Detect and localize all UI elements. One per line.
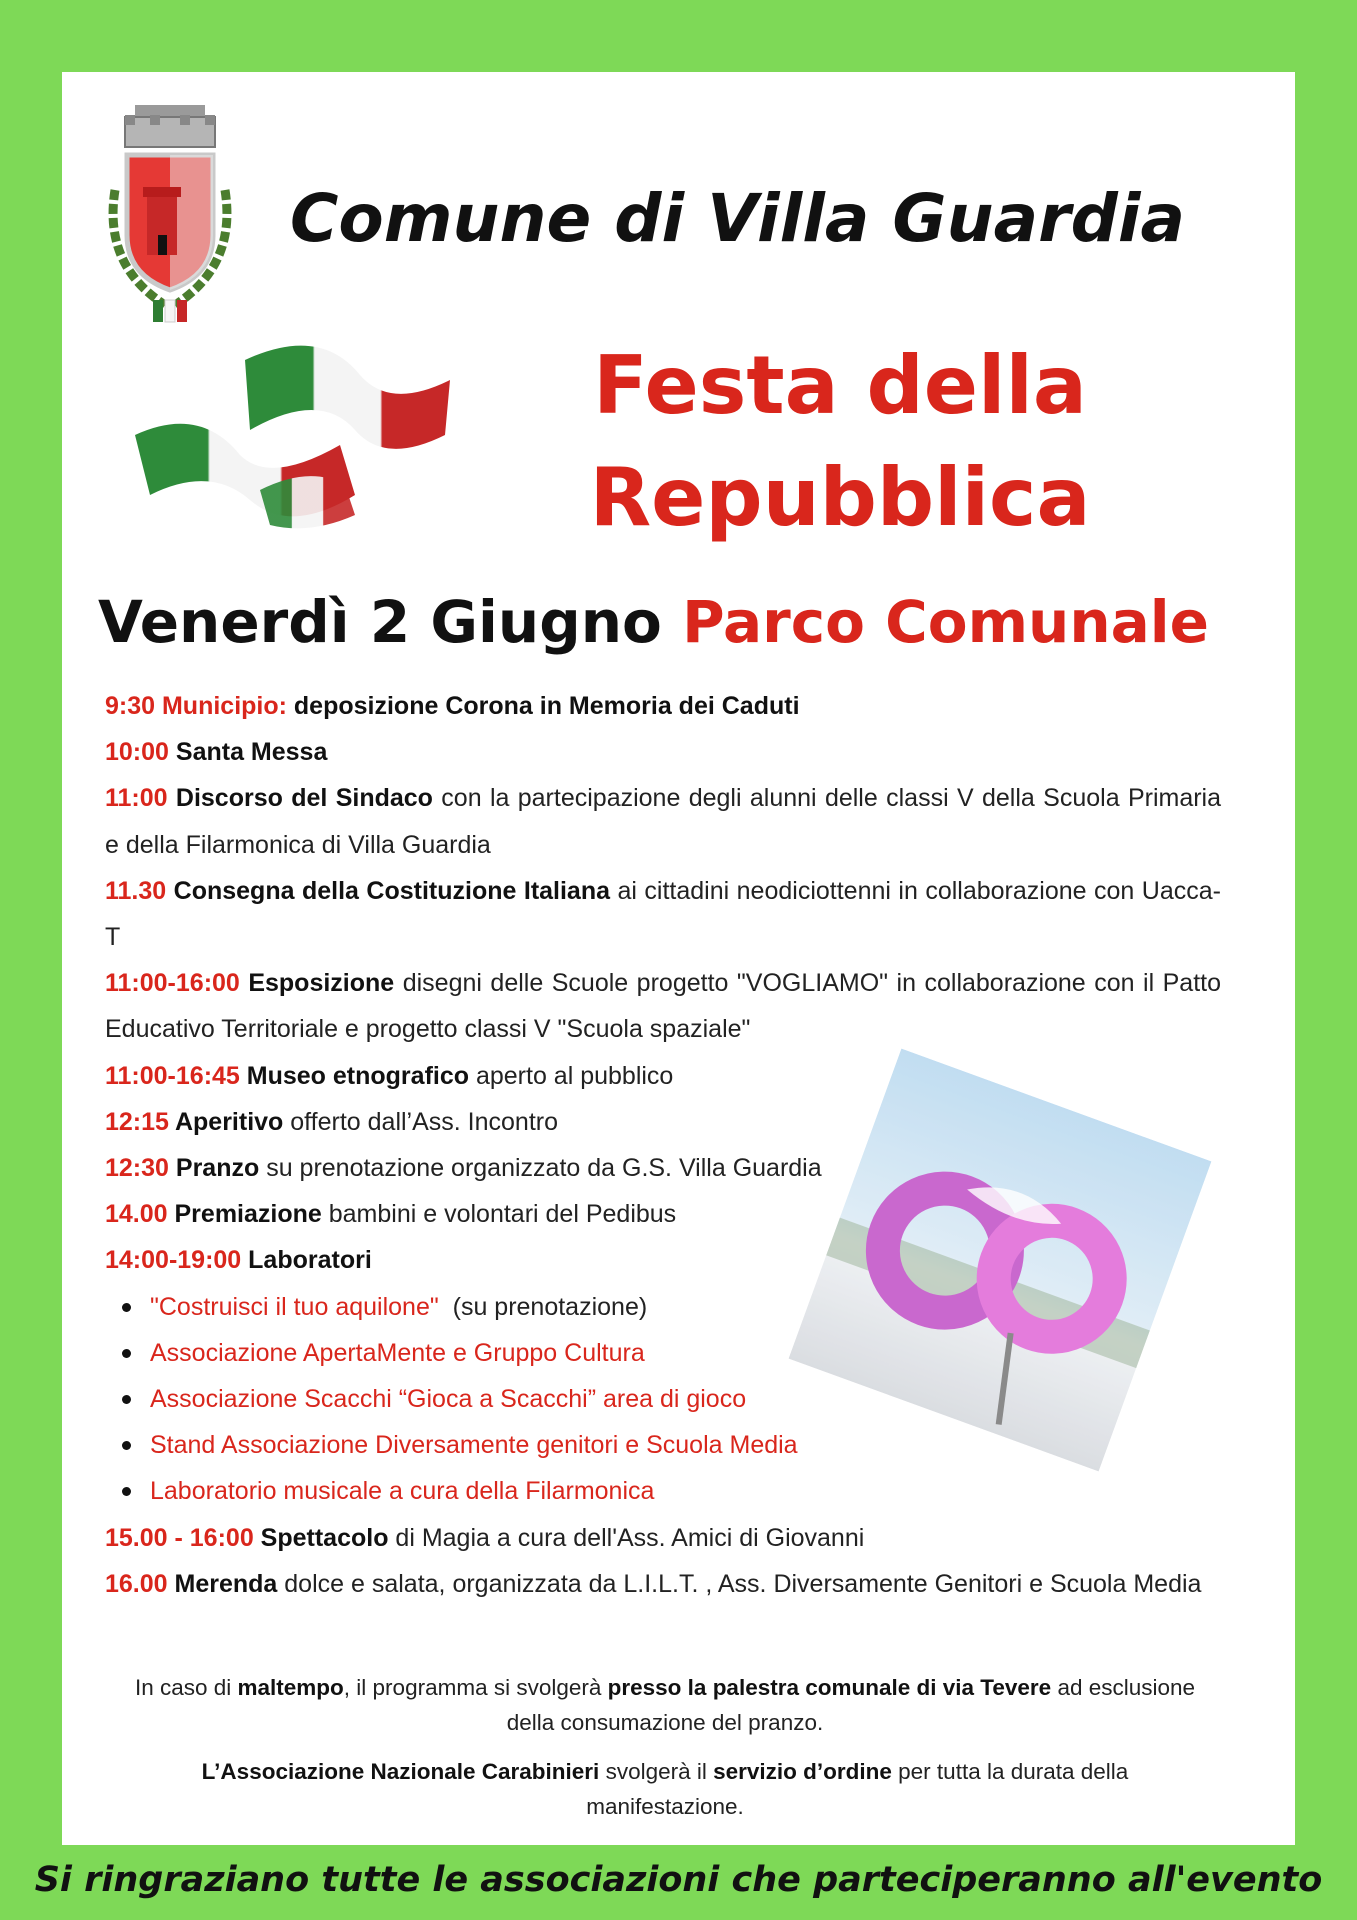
program-activity: Pranzo [168,1154,260,1183]
program-time: 10:00 [105,738,169,767]
program-time: 11.30 [105,876,167,905]
program-activity: Esposizione [239,969,395,998]
workshop-name: Associazione ApertaMente e Gruppo Cultura [150,1338,645,1367]
workshop-name: "Costruisci il tuo aquilone" [150,1292,439,1321]
program-description: aperto al pubblico [469,1061,674,1090]
program-activity: deposizione Corona in Memoria dei Caduti [286,692,800,720]
program-item [105,683,1221,729]
program-activity: Santa Messa [168,738,328,767]
program-description: bambini e volontari del Pedibus [321,1200,677,1229]
note-emphasis: maltempo [237,1675,344,1700]
program-item [105,1561,1221,1607]
program-description: offerto dall’Ass. Incontro [283,1107,559,1136]
workshop-name: Laboratorio musicale a cura della Filarmonica [150,1477,655,1506]
workshop-note: (su prenotazione) [438,1292,648,1321]
program-activity: Museo etnografico [239,1061,470,1090]
workshop-name: Associazione Scacchi “Gioca a Scacchi” area di gioco [150,1385,747,1414]
note-text: per tutta la durata della manifestazione. [586,1759,1129,1819]
program-time: 14:00-19:00 [105,1246,242,1275]
program-item [105,1515,1221,1561]
bullet-icon [122,1487,131,1496]
program-time: 9:30 Municipio: [105,692,287,720]
program-item [105,729,1221,775]
program-time: 15.00 - 16:00 [105,1523,254,1552]
event-title-line-2: Repubblica [589,451,1091,544]
program-time: 16.00 [105,1569,168,1598]
security-note [120,1755,1210,1824]
program-description: di Magia a cura dell'Ass. Amici di Giovanni [388,1523,865,1552]
program-activity: Aperitivo [168,1107,284,1136]
program-item [105,775,1221,867]
program-description: disegni delle Scuole progetto "VOGLIAMO" in collaborazione con il Patto Educativo Territoriale e progetto classi V "Scuola spaziale" [105,969,1221,1044]
italian-flag-icon [130,335,460,545]
program-item [105,1053,1221,1099]
note-emphasis: servizio d’ordine [713,1759,892,1784]
note-emphasis: presso la palestra comunale di via Tevere [607,1675,1052,1700]
note-text: ad esclusione della consumazione del pranzo. [506,1675,1196,1735]
event-title [520,330,1160,554]
program-activity: Discorso del Sindaco [167,784,433,813]
program-time: 11:00-16:45 [105,1061,240,1090]
program-activity: Consegna della Costituzione Italiana [166,876,611,905]
program-description: dolce e salata, organizzata da L.I.L.T. , Ass. Diversamente Genitori e Scuola Media [277,1569,1202,1598]
event-title-line-1: Festa della [593,339,1087,432]
page-title: Comune di Villa Guardia [290,180,1186,257]
workshop-item [105,1468,1221,1514]
workshop-name: Stand Associazione Diversamente genitori e Scuola Media [150,1431,798,1460]
bullet-icon [122,1349,131,1358]
note-text: , il programma si svolgerà [343,1675,608,1700]
program-description: con la partecipazione degli alunni delle classi V della Scuola Primaria e della Filarmonica di Villa Guardia [105,784,1222,859]
bullet-icon [122,1303,131,1312]
program-time: 11:00-16:00 [105,969,240,998]
program-item [105,868,1221,960]
program-activity: Laboratori [241,1246,372,1275]
note-text: In caso di [134,1675,238,1700]
program-activity: Premiazione [167,1200,322,1229]
event-date: Venerdì 2 Giugno [98,588,662,656]
bullet-icon [122,1441,131,1450]
program-time: 12:30 [105,1154,169,1183]
municipal-crest-icon [95,95,245,335]
bullet-icon [122,1395,131,1404]
program-time: 14.00 [105,1200,168,1229]
event-date-location [98,588,1258,656]
note-emphasis: L’Associazione Nazionale Carabinieri [201,1759,600,1784]
program-time: 12:15 [105,1107,169,1136]
program-description: su prenotazione organizzato da G.S. Villa Guardia [259,1154,822,1183]
notes [120,1671,1210,1839]
program-schedule-afternoon [105,1515,1221,1607]
program-activity: Merenda [167,1569,278,1598]
weather-note [120,1671,1210,1740]
footer-thanks: Si ringraziano tutte le associazioni che parteciperanno all'evento [34,1860,1323,1900]
program-description: ai cittadini neodiciottenni in collaborazione con Uacca-T [105,876,1221,952]
program-activity: Spettacolo [253,1523,389,1552]
note-text: svolgerà il [599,1759,714,1784]
program-time: 11:00 [105,784,168,813]
program-item [105,960,1221,1052]
event-location: Parco Comunale [682,588,1209,656]
